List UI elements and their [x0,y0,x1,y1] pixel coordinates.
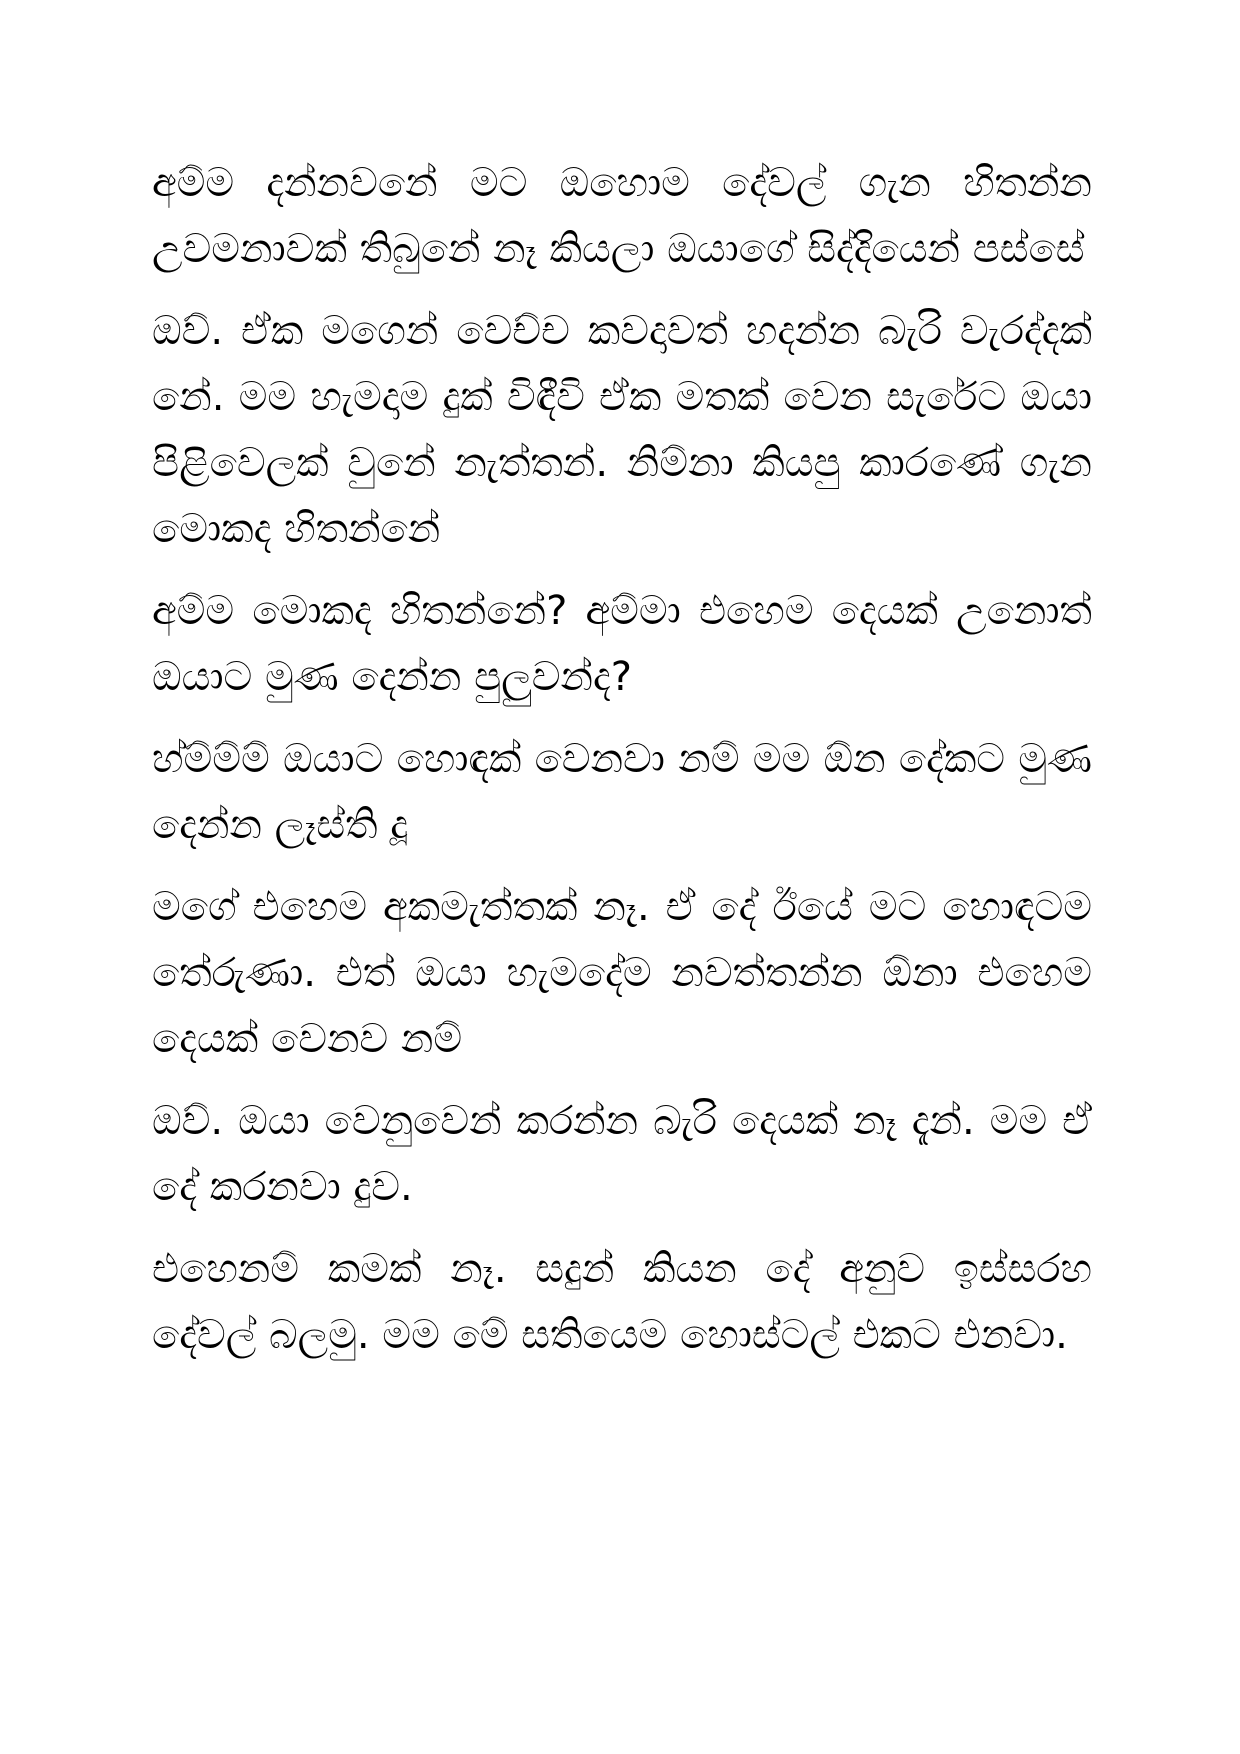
story-text-body [152,150,1092,1384]
paragraph-5: මගේ එහෙම අකමැත්තක් නෑ. ඒ දේ ඊයේ මට හොඳටම තේරුණා. එත් ඔයා හැමදේම නවත්තන්න ඕනා එහෙම දෙයක් වෙනව නම් [152,884,1092,1062]
paragraph-3: අම්ම මොකද හිතන්නේ? අම්මා එහෙම දෙයක් උනොත් ඔයාට මුණ දෙන්න පුලුවන්ද? [152,588,1092,700]
paragraph-4: හ්ම්ම්ම් ඔයාට හොඳක් වෙනවා නම් මම ඕන දේකට මුණ දෙන්න ලෑස්ති දූ [152,736,1092,848]
paragraph-2: ඔව්. ඒක මගෙන් වෙච්ච කවදාවත් හදන්න බැරි වැරද්දක් නේ. මම හැමදාම දුක් විඳීවි ඒක මතක් වෙන සැරේට ඔයා පිළිවෙලක් වුනේ නැත්තන්. නිම්නා කියපු කාරණේ ගැන මොකද හිතන්නේ [152,308,1092,552]
paragraph-6: ඔව්. ඔයා වෙනුවෙන් කරන්න බැරි දෙයක් නෑ දැන්. මම ඒ දේ කරනවා දුව. [152,1098,1092,1210]
paragraph-7: එහෙනම් කමක් නෑ. සදුන් කියන දේ අනුව ඉස්සරහ දේවල් බලමු. මම මේ සතියෙම හොස්ටල් එකට එනවා. [152,1246,1092,1358]
paragraph-1: අම්ම දන්නවනේ මට ඔහොම දේවල් ගැන හිතන්න උවමනාවක් තිබුනේ නෑ කියලා ඔයාගේ සිද්දියෙන් පස්සේ [152,160,1092,272]
